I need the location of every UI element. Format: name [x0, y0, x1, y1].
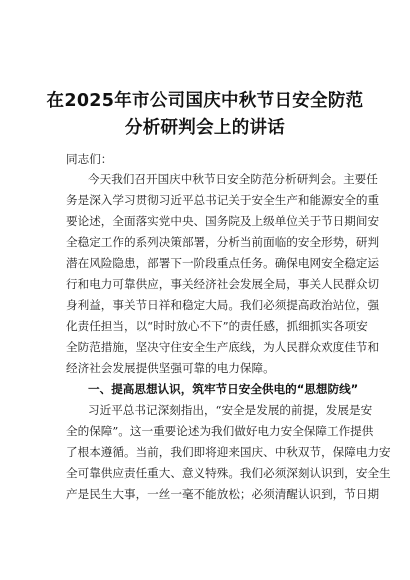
- paragraph-line: 经济社会发展提供坚强可靠的电力保障。: [66, 361, 275, 375]
- paragraph-line: 行和电力可靠供应，事关经济社会发展全局，事关人民群众切: [66, 277, 380, 291]
- section-heading-1: 一、提高思想认识，筑牢节日安全供电的“思想防线”: [88, 382, 359, 396]
- paragraph-line: 产是民生大事，一丝一毫不能放松；必须清醒认识到，节日期: [66, 487, 380, 501]
- paragraph-line: 全稳定工作的系列决策部署，分析当前面临的安全形势，研判: [66, 235, 380, 249]
- paragraph-line: 全的保障”。这一重要论述为我们做好电力安全保障工作提供: [66, 424, 374, 438]
- paragraph-line: 今天我们召开国庆中秋节日安全防范分析研判会。主要任: [88, 172, 378, 186]
- paragraph-line: 潜在风险隐患，部署下一阶段重点任务。确保电网安全稳定运: [66, 256, 380, 270]
- paragraph-line: 身利益，事关节日祥和稳定大局。我们必须提高政治站位，强: [66, 298, 380, 312]
- paragraph-line: 了根本遵循。当前，我们即将迎来国庆、中秋双节，保障电力安: [66, 445, 391, 459]
- document-title-line-1: 在2025年市公司国庆中秋节日安全防范: [46, 91, 364, 111]
- paragraph-line: 要论述，全面落实党中央、国务院及上级单位关于节日期间安: [66, 214, 380, 228]
- salutation: 同志们：: [66, 152, 113, 166]
- paragraph-line: 务是深入学习贯彻习近平总书记关于安全生产和能源安全的重: [66, 193, 380, 207]
- paragraph-line: 全防范措施，坚决守住安全生产底线，为人民群众欢度佳节和: [66, 340, 380, 354]
- paragraph-line: 全可靠供应责任重大、意义特殊。我们必须深刻认识到，安全生: [66, 466, 391, 480]
- paragraph-line: 化责任担当，以“时时放心不下”的责任感，抓细抓实各项安: [66, 319, 368, 333]
- document-title-line-2: 分析研判会上的讲话: [124, 118, 286, 138]
- paragraph-line: 习近平总书记深刻指出，“安全是发展的前提，发展是安: [88, 403, 373, 417]
